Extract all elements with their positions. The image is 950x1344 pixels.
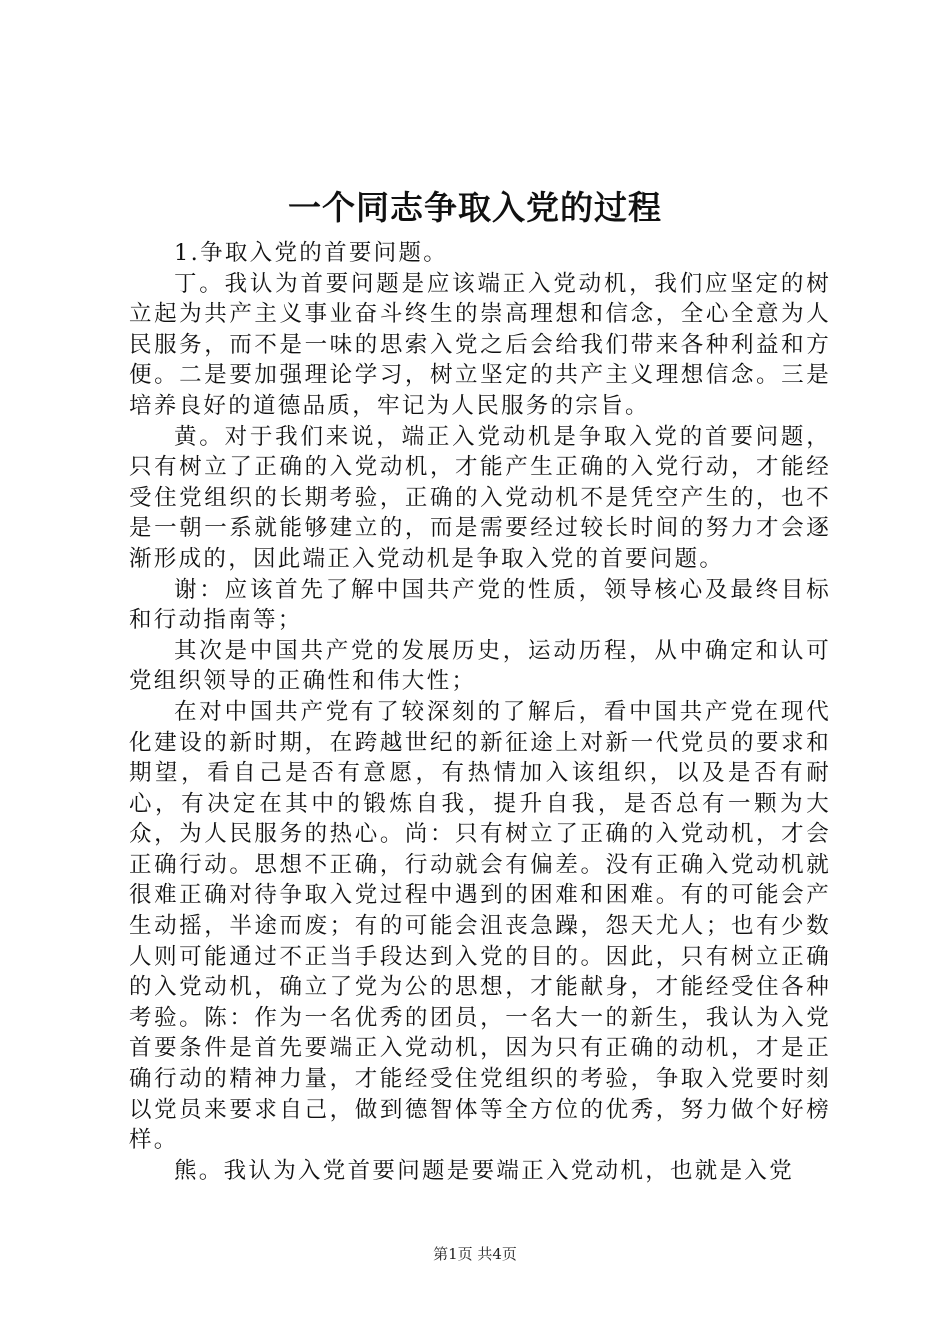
paragraph-heading: 1.争取入党的首要问题。: [174, 240, 449, 266]
paragraph-xie: 谢：应该首先了解中国共产党的性质，领导核心及最终目标和行动指南等；: [129, 576, 831, 634]
paragraph-history: 其次是中国共产党的发展历史，运动历程，从中确定和认可党组织领导的正确性和伟大性；: [129, 637, 831, 695]
document-body: [129, 238, 831, 1186]
paragraph-ding: 丁。我认为首要问题是应该端正入党动机，我们应坚定的树立起为共产主义事业奋斗终生的崇高理想和信念，全心全意为人民服务，而不是一味的思索入党之后会给我们带来各种利益和方便。二是要加强理论学习，树立坚定的共产主义理想信念。三是培养良好的道德品质，牢记为人民服务的宗旨。: [129, 270, 831, 419]
document-title: 一个同志争取入党的过程: [288, 188, 662, 227]
paragraph-huang: 黄。对于我们来说，端正入党动机是争取入党的首要问题，只有树立了正确的入党动机，才能产生正确的入党行动，才能经受住党组织的长期考验，正确的入党动机不是凭空产生的，也不是一朝一系就能够建立的，而是需要经过较长时间的努力才会逐渐形成的，因此端正入党动机是争取入党的首要问题。: [129, 423, 831, 572]
paragraph-xiong: 熊。我认为入党首要问题是要端正入党动机，也就是入党: [174, 1157, 795, 1184]
paragraph-understanding: 在对中国共产党有了较深刻的了解后，看中国共产党在现代化建设的新时期，在跨越世纪的新征途上对新一代党员的要求和期望，看自己是否有意愿，有热情加入该组织，以及是否有耐心，有决定在其中的锻炼自我，提升自我，是否总有一颗为大众，为人民服务的热心。尚：只有树立了正确的入党动机，才会正确行动。思想不正确，行动就会有偏差。没有正确入党动机就很难正确对待争取入党过程中遇到的困难和困难。有的可能会产生动摇，半途而废；有的可能会沮丧急躁，怨天尤人；也有少数人则可能通过不正当手段达到入党的目的。因此，只有树立正确的入党动机，确立了党为公的思想，才能献身，才能经受住各种考验。陈：作为一名优秀的团员，一名大一的新生，我认为入党首要条件是首先要端正入党动机，因为只有正确的动机，才是正确行动的精神力量，才能经受住党组织的考验，争取入党要时刻以党员来要求自己，做到德智体等全方位的优秀，努力做个好榜样。: [129, 698, 831, 1154]
page-number-footer: 第1页 共4页: [433, 1245, 517, 1263]
